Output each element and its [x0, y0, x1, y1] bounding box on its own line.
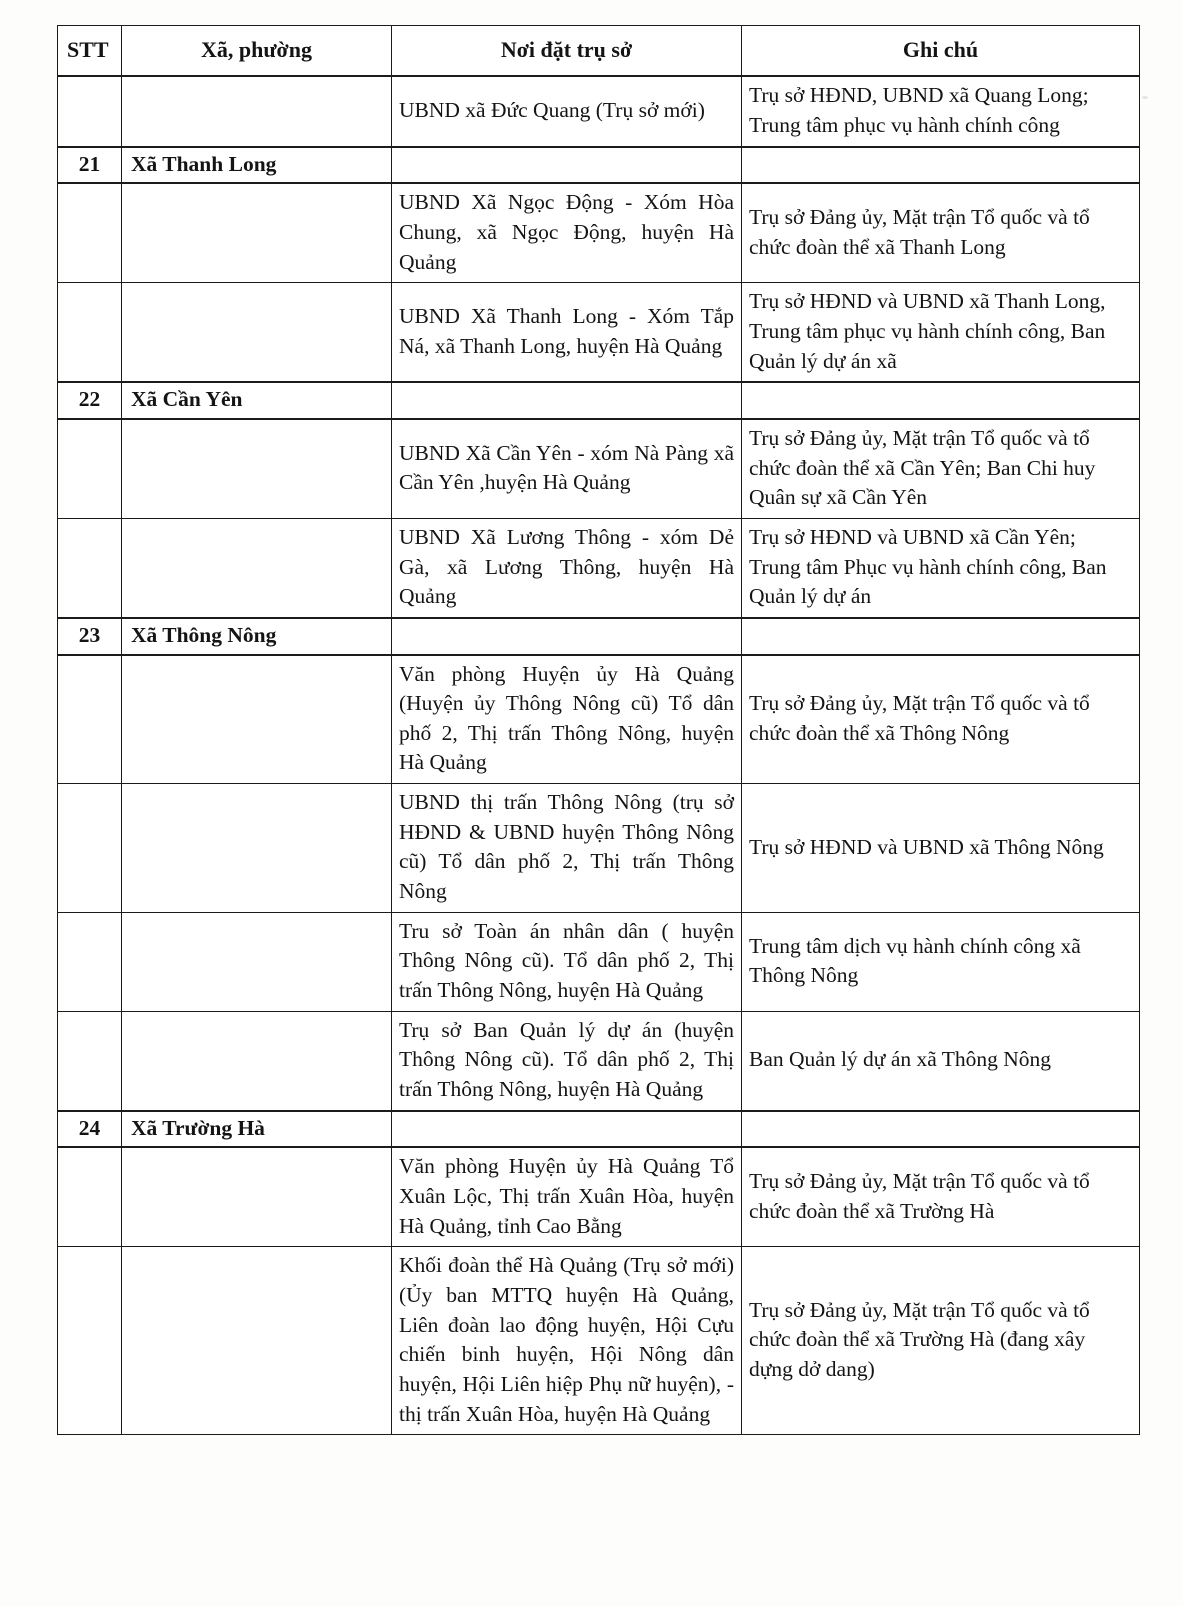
table-row [58, 1011, 1140, 1110]
scan-artifact [1142, 96, 1148, 99]
table-group-row [58, 147, 1140, 184]
table-group-row [58, 382, 1140, 419]
cell-xa-phuong: Xã Thanh Long [122, 147, 392, 184]
cell-stt [58, 655, 122, 784]
cell-stt [58, 784, 122, 913]
table-row [58, 1147, 1140, 1246]
column-header-noi-dat-tru-so: Nơi đặt trụ sở [392, 26, 742, 77]
cell-stt [58, 912, 122, 1011]
column-header-ghi-chu: Ghi chú [742, 26, 1140, 77]
cell-xa-phuong [122, 183, 392, 282]
cell-ghi-chu: Trụ sở HĐND, UBND xã Quang Long; Trung tâm phục vụ hành chính công [742, 76, 1140, 146]
cell-stt [58, 518, 122, 617]
cell-noi-dat-tru-so: Văn phòng Huyện ủy Hà Quảng Tổ Xuân Lộc, Thị trấn Xuân Hòa, huyện Hà Quảng, tỉnh Cao Bằng [392, 1147, 742, 1246]
cell-noi-dat-tru-so: Trụ sở Ban Quản lý dự án (huyện Thông Nông cũ). Tổ dân phố 2, Thị trấn Thông Nông, huyện Hà Quảng [392, 1011, 742, 1110]
table-body [58, 26, 1140, 1435]
cell-stt [58, 1147, 122, 1246]
cell-ghi-chu: Trung tâm dịch vụ hành chính công xã Thông Nông [742, 912, 1140, 1011]
table-row [58, 655, 1140, 784]
cell-xa-phuong [122, 912, 392, 1011]
cell-noi-dat-tru-so [392, 618, 742, 655]
table-row [58, 419, 1140, 518]
cell-stt [58, 183, 122, 282]
table-row [58, 1247, 1140, 1435]
cell-xa-phuong [122, 1147, 392, 1246]
cell-noi-dat-tru-so [392, 147, 742, 184]
cell-ghi-chu: Trụ sở Đảng ủy, Mặt trận Tổ quốc và tổ chức đoàn thể xã Trường Hà [742, 1147, 1140, 1246]
cell-stt: 21 [58, 147, 122, 184]
cell-xa-phuong [122, 784, 392, 913]
cell-ghi-chu: Trụ sở Đảng ủy, Mặt trận Tổ quốc và tổ chức đoàn thể xã Cần Yên; Ban Chi huy Quân sự xã Cần Yên [742, 419, 1140, 518]
cell-noi-dat-tru-so: UBND xã Đức Quang (Trụ sở mới) [392, 76, 742, 146]
cell-noi-dat-tru-so: UBND Xã Lương Thông - xóm Dẻ Gà, xã Lương Thông, huyện Hà Quảng [392, 518, 742, 617]
cell-noi-dat-tru-so: Văn phòng Huyện ủy Hà Quảng (Huyện ủy Thông Nông cũ) Tổ dân phố 2, Thị trấn Thông Nông, huyện Hà Quảng [392, 655, 742, 784]
cell-ghi-chu: Trụ sở Đảng ủy, Mặt trận Tổ quốc và tổ chức đoàn thể xã Thanh Long [742, 183, 1140, 282]
table-group-row [58, 1111, 1140, 1148]
column-header-xa-phuong: Xã, phường [122, 26, 392, 77]
cell-xa-phuong [122, 1247, 392, 1435]
cell-noi-dat-tru-so: Khối đoàn thể Hà Quảng (Trụ sở mới) (Ủy ban MTTQ huyện Hà Quảng, Liên đoàn lao động huyện, Hội Cựu chiến binh huyện, Hội Nông dân huyện, Hội Liên hiệp Phụ nữ huyện), - thị trấn Xuân Hòa, huyện Hà Quảng [392, 1247, 742, 1435]
cell-ghi-chu [742, 618, 1140, 655]
cell-stt: 23 [58, 618, 122, 655]
table-row [58, 283, 1140, 382]
cell-stt: 24 [58, 1111, 122, 1148]
cell-ghi-chu [742, 147, 1140, 184]
cell-xa-phuong: Xã Thông Nông [122, 618, 392, 655]
cell-noi-dat-tru-so: UBND Xã Thanh Long - Xóm Tắp Ná, xã Thanh Long, huyện Hà Quảng [392, 283, 742, 382]
cell-noi-dat-tru-so: UBND Xã Cần Yên - xóm Nà Pàng xã Cần Yên ,huyện Hà Quảng [392, 419, 742, 518]
table-header-row [58, 26, 1140, 77]
table-row [58, 183, 1140, 282]
cell-stt: 22 [58, 382, 122, 419]
cell-xa-phuong [122, 76, 392, 146]
column-header-stt: STT [58, 26, 122, 77]
cell-noi-dat-tru-so: Tru sở Toàn án nhân dân ( huyện Thông Nông cũ). Tổ dân phố 2, Thị trấn Thông Nông, huyện Hà Quảng [392, 912, 742, 1011]
table-row [58, 76, 1140, 146]
cell-stt [58, 419, 122, 518]
table-group-row [58, 618, 1140, 655]
cell-ghi-chu: Trụ sở Đảng ủy, Mặt trận Tổ quốc và tổ chức đoàn thể xã Thông Nông [742, 655, 1140, 784]
cell-xa-phuong [122, 518, 392, 617]
cell-xa-phuong: Xã Cần Yên [122, 382, 392, 419]
cell-stt [58, 1011, 122, 1110]
cell-ghi-chu: Trụ sở HĐND và UBND xã Cần Yên; Trung tâm Phục vụ hành chính công, Ban Quản lý dự án [742, 518, 1140, 617]
table-row [58, 912, 1140, 1011]
cell-ghi-chu: Trụ sở HĐND và UBND xã Thông Nông [742, 784, 1140, 913]
cell-noi-dat-tru-so [392, 1111, 742, 1148]
cell-xa-phuong [122, 419, 392, 518]
cell-xa-phuong [122, 655, 392, 784]
cell-ghi-chu: Ban Quản lý dự án xã Thông Nông [742, 1011, 1140, 1110]
cell-noi-dat-tru-so: UBND thị trấn Thông Nông (trụ sở HĐND & UBND huyện Thông Nông cũ) Tổ dân phố 2, Thị trấn Thông Nông [392, 784, 742, 913]
cell-ghi-chu [742, 1111, 1140, 1148]
cell-noi-dat-tru-so [392, 382, 742, 419]
table-row [58, 518, 1140, 617]
cell-noi-dat-tru-so: UBND Xã Ngọc Động - Xóm Hòa Chung, xã Ngọc Động, huyện Hà Quảng [392, 183, 742, 282]
table-container [57, 25, 1139, 1435]
cell-xa-phuong: Xã Trường Hà [122, 1111, 392, 1148]
cell-stt [58, 76, 122, 146]
table-row [58, 784, 1140, 913]
cell-ghi-chu [742, 382, 1140, 419]
cell-ghi-chu: Trụ sở Đảng ủy, Mặt trận Tổ quốc và tổ chức đoàn thể xã Trường Hà (đang xây dựng dở dang) [742, 1247, 1140, 1435]
cell-xa-phuong [122, 283, 392, 382]
cell-xa-phuong [122, 1011, 392, 1110]
administrative-headquarters-table [57, 25, 1140, 1435]
cell-stt [58, 1247, 122, 1435]
cell-stt [58, 283, 122, 382]
cell-ghi-chu: Trụ sở HĐND và UBND xã Thanh Long, Trung tâm phục vụ hành chính công, Ban Quản lý dự án xã [742, 283, 1140, 382]
